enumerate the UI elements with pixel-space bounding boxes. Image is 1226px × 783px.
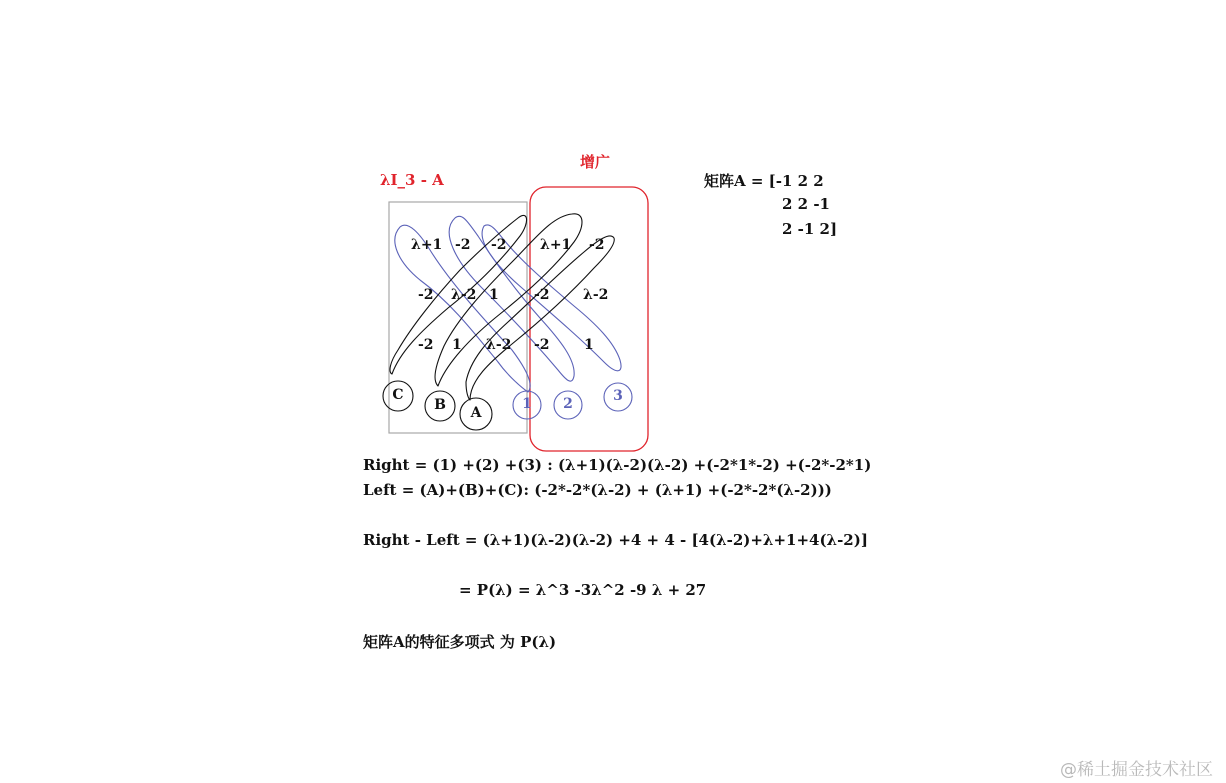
conclusion-text: 矩阵A的特征多项式 为 P(λ) [363,633,557,651]
grid-cell: 1 [584,337,594,353]
circle-a-label: A [470,405,482,421]
grid-cell: λ+1 [411,237,443,253]
matrix-a-row-1: 矩阵A = [-1 2 2 [704,172,824,190]
polynomial-equation: = P(λ) = λ^3 -3λ^2 -9 λ + 27 [459,581,707,599]
circle-3-label: 3 [613,388,623,404]
grid-cell: λ-2 [451,287,477,303]
matrix-a-row-2: 2 2 -1 [782,195,830,213]
circle-c-label: C [392,387,404,403]
lambda-i-minus-a-label: λI_3 - A [380,171,444,189]
right-equation: Right = (1) +(2) +(3) : (λ+1)(λ-2)(λ-2) +(-2*1*-2) +(-2*-2*1) [363,456,872,474]
circle-2-label: 2 [563,396,573,412]
grid-cell: -2 [418,337,434,353]
grid-cell: 1 [452,337,462,353]
grid-cell: -2 [534,287,550,303]
augment-label: 增广 [580,153,611,171]
grid-cell: λ-2 [486,337,512,353]
grid-cell: -2 [455,237,471,253]
watermark: @稀土掘金技术社区 [1060,760,1213,780]
matrix-a-row-3: 2 -1 2] [782,220,838,238]
grid-cell: λ-2 [583,287,609,303]
grid-cell: 1 [489,287,499,303]
right-minus-left-equation: Right - Left = (λ+1)(λ-2)(λ-2) +4 + 4 - [4(λ-2)+λ+1+4(λ-2)] [363,531,868,549]
grid-cell: -2 [534,337,550,353]
circle-b-label: B [434,397,446,413]
circle-1-label: 1 [522,396,532,412]
grid-cell: -2 [491,237,507,253]
left-equation: Left = (A)+(B)+(C): (-2*-2*(λ-2) + (λ+1) +(-2*-2*(λ-2))) [363,481,832,499]
grid-cell: -2 [418,287,434,303]
grid-cell: λ+1 [540,237,572,253]
grid-cell: -2 [589,237,605,253]
